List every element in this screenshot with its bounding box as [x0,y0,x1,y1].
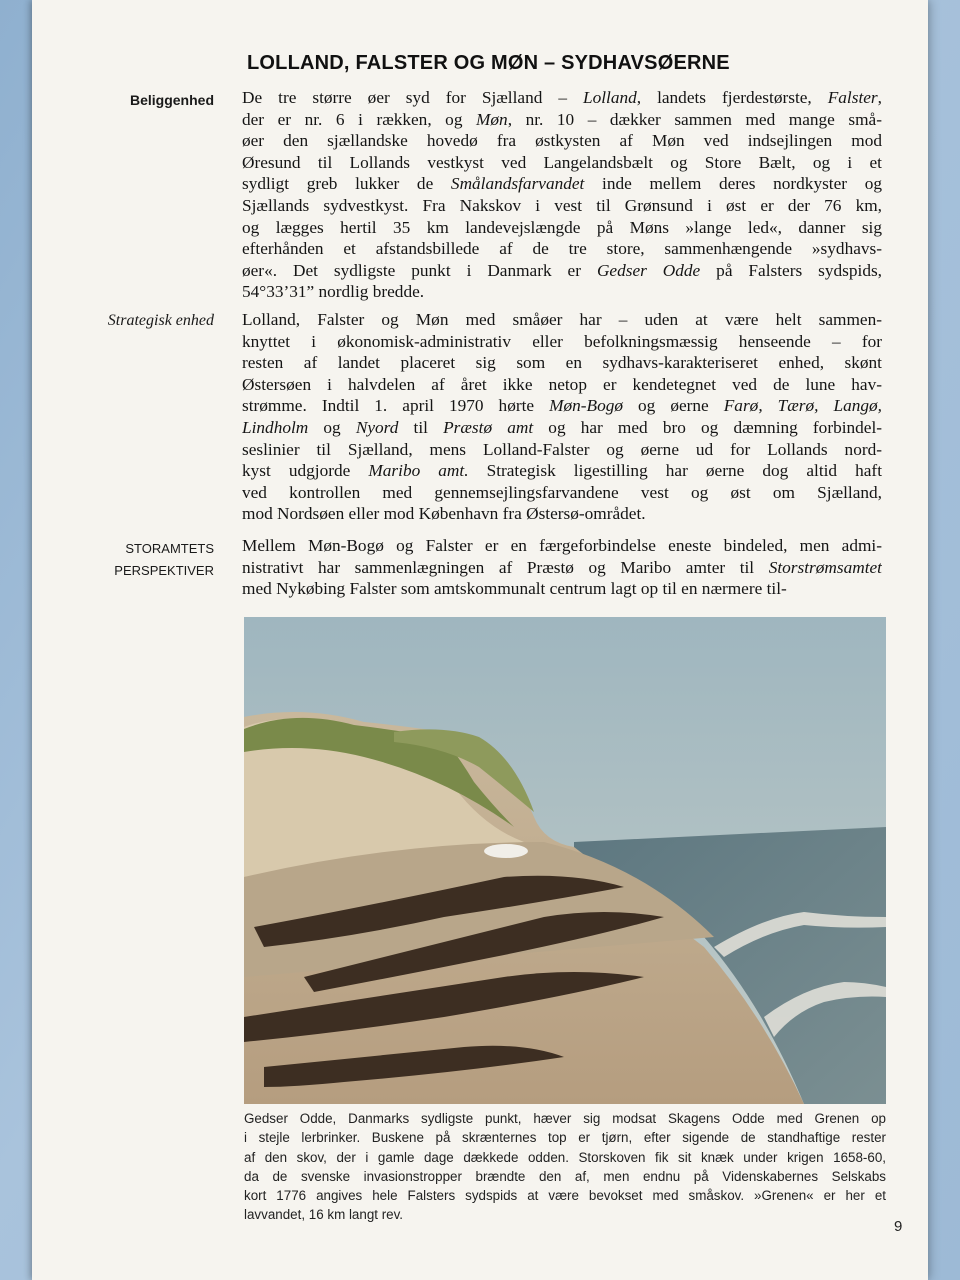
text-line: Gedser Odde, Danmarks sydligste punkt, hæver sig modsat Skagens Odde med Grenen op [244,1111,886,1126]
text-line: Øresund til Lollands vestkyst ved Langelandsbælt og Store Bælt, og i et [242,152,882,172]
text-line: der er nr. 6 i rækken, og Møn, nr. 10 – dækker sammen med mange små- [242,109,882,129]
side-label-line: PERSPEKTIVER [114,563,214,578]
photo-gedser-odde [244,617,886,1104]
text-line: ved kontrollen med gennemsejlingsfarvandene vest og øst om Sjælland, [242,482,882,502]
text-line: seslinier til Sjælland, mens Lolland-Falster og øerne ud for Lollands nord- [242,439,882,459]
side-label-line: STORAMTETS [125,541,214,556]
text-line: nistrativt har sammenlægningen af Præstø og Maribo amter til Storstrømsamtet [242,557,882,577]
text-line: Lindholm og Nyord til Præstø amt og har med bro og dæmning forbindel- [242,417,882,437]
side-label-strategisk-enhed: Strategisk enhed [107,312,214,329]
text-line: mod Nordsøen eller mod København fra Østersø-området. [242,504,646,524]
page-number: 9 [894,1218,903,1235]
text-line: lavvandet, 16 km langt rev. [244,1207,404,1223]
text-line: af den skov, der i gamle dage dækkede odden. Storskoven fik sit knæk under krigen 1658-60, [244,1149,886,1165]
paragraph-beliggenhed [242,87,882,303]
side-label-beliggenhed: Beliggenhed [129,92,214,108]
photo-caption [244,1109,886,1225]
text-line: kyst udgjorde Maribo amt. Strategisk ligestilling har øerne dog altid haft [242,461,882,481]
text-line: De tre større øer syd for Sjælland – Lolland, landets fjerdestørste, Falster, [242,88,882,107]
text-line: og lægges hertil 35 km landevejslængde på Møns »lange led«, danner sig [242,217,882,237]
text-line: øer«. Det sydligste punkt i Danmark er Gedser Odde på Falsters sydspids, [242,260,882,280]
book-page [32,0,928,1280]
text-line: med Nykøbing Falster som amtskommunalt centrum lagt op til en nærmere til- [242,579,787,599]
text-line: Sjællands sydvestkyst. Fra Nakskov i vest til Grønsund i øst er der 76 km, [242,195,882,215]
text-line: efterhånden et afstandsbillede af de tre store, sammenhængende »sydhavs- [242,239,882,259]
text-line: kort 1776 angives hele Falsters sydspids at være bevokset med småskov. »Grenen« er her et [244,1188,886,1204]
paragraph-storamtets-perspektiver [242,535,882,600]
text-line: strømme. Indtil 1. april 1970 hørte Møn-Bogø og øerne Farø, Tærø, Langø, [242,396,882,416]
text-line: sydligt greb lukker de Smålandsfarvandet inde mellem deres nordkyster og [242,174,882,194]
side-label-storamtets-perspektiver [24,538,214,582]
text-line: 54°33’31” nordlig bredde. [242,282,425,302]
text-line: knyttet i økonomisk-administrativ eller befolkningsmæssig henseende – for [242,331,882,351]
page-title: LOLLAND, FALSTER OG MØN – SYDHAVSØERNE [247,52,730,74]
text-line: da de svenske invasionstropper brændte den af, men endnu på Videnskabernes Selskabs [244,1168,886,1184]
text-line: resten af landet placeret sig som en sydhavs-karakteriseret enhed, skønt [242,353,882,373]
text-line: Østersøen i halvdelen af året ikke netop er kendetegnet ved de lune hav- [242,374,882,394]
text-line: Mellem Møn-Bogø og Falster er en færgeforbindelse eneste bindeled, men admi- [242,536,882,555]
text-line: øer den sjællandske hovedø fra østkysten af Møn ved indsejlingen mod [242,131,882,151]
text-line: i stejle lerbrinker. Buskene på skrænternes top er tjørn, efter sigende de standhaftige rester [244,1130,886,1146]
paragraph-strategisk-enhed [242,309,882,525]
text-line: Lolland, Falster og Møn med småøer har – uden at være helt sammen- [242,310,882,329]
